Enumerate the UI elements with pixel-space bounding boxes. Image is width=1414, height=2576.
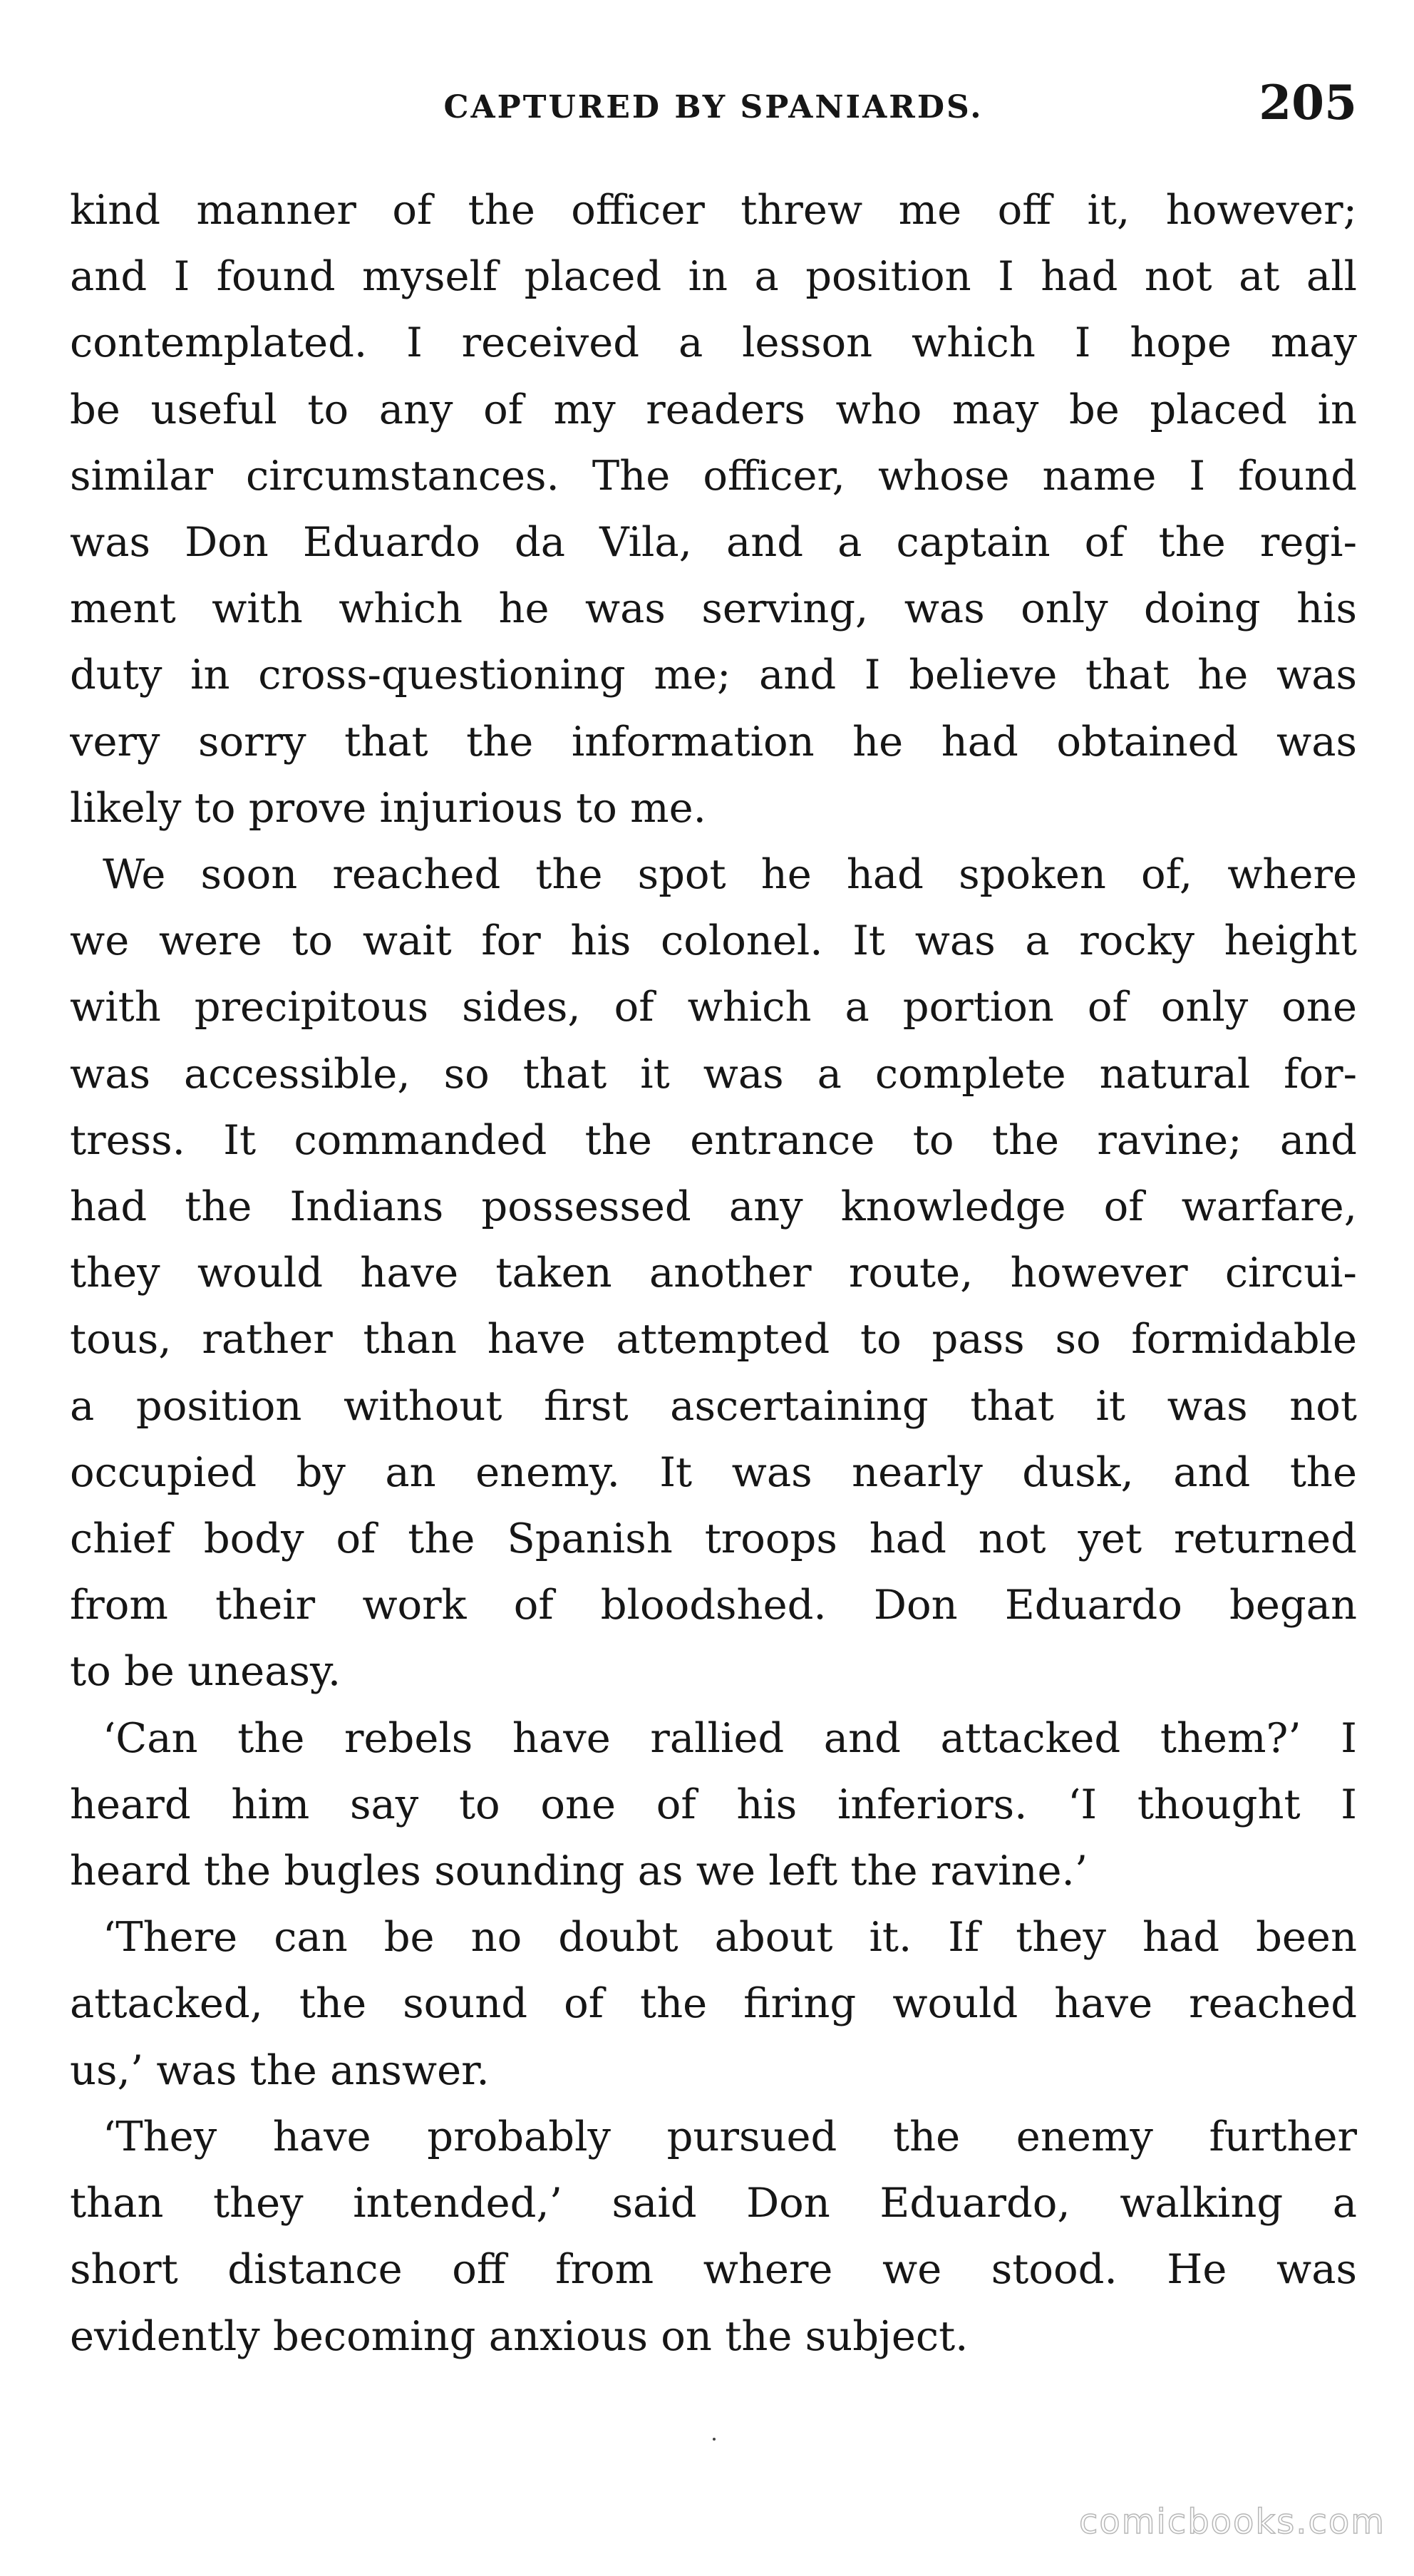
watermark-logo: comicbooks.com [1078,2502,1385,2542]
text-line: tress. It commanded the entrance to the ravine; and [70,1116,1357,1164]
text-line: kind manner of the officer threw me off it, however; [70,186,1357,234]
text-line: short distance off from where we stood. He was [70,2245,1357,2294]
running-head [70,71,1357,150]
text-line: to be uneasy. [70,1647,341,1696]
paragraph [70,1904,1357,2103]
text-line: chief body of the Spanish troops had not yet returned [70,1515,1357,1563]
text-line: evidently becoming anxious on the subject. [70,2312,969,2360]
text-line: than they intended,’ said Don Eduardo, walking a [70,2179,1357,2227]
paragraph [70,1705,1357,1905]
paragraph [70,177,1357,841]
text-line: ‘Can the rebels have rallied and attacked them?’ I [103,1714,1357,1762]
paragraph [70,841,1357,1705]
text-line: ‘There can be no doubt about it. If they had been [103,1913,1357,1962]
text-line: be useful to any of my readers who may be placed in [70,385,1357,433]
text-line: and I found myself placed in a position I had not at all [70,252,1357,301]
text-line: ‘They have probably pursued the enemy further [103,2112,1357,2160]
running-title: CAPTURED BY SPANIARDS. [443,89,984,125]
text-line: attacked, the sound of the firing would have reached [70,1979,1357,2028]
text-line: likely to prove injurious to me. [70,783,706,832]
text-line: us,’ was the answer. [70,2046,490,2094]
text-line: we were to wait for his colonel. It was a rocky height [70,917,1357,965]
text-line: a position without first ascertaining that it was not [70,1381,1357,1430]
text-line: tous, rather than have attempted to pass so formidable [70,1315,1357,1364]
page-number: 205 [1259,75,1357,130]
text-line: they would have taken another route, however circui- [70,1249,1357,1297]
text-line: duty in cross-questioning me; and I believe that he was [70,651,1357,699]
text-line: with precipitous sides, of which a portion of only one [70,983,1357,1031]
text-line: occupied by an enemy. It was nearly dusk, and the [70,1448,1357,1496]
text-line: contemplated. I received a lesson which I hope may [70,319,1357,367]
text-line: very sorry that the information he had obtained was [70,717,1357,766]
text-line: was accessible, so that it was a complete natural for- [70,1049,1357,1098]
text-line: heard him say to one of his inferiors. ‘I thought I [70,1780,1357,1828]
text-line: from their work of bloodshed. Don Eduardo began [70,1581,1357,1629]
decorative-dot [713,2438,716,2441]
text-line: was Don Eduardo da Vila, and a captain of the regi- [70,518,1357,567]
text-line: heard the bugles sounding as we left the ravine.’ [70,1847,1088,1895]
text-line: ment with which he was serving, was only doing his [70,584,1357,633]
text-line: similar circumstances. The officer, whose name I found [70,451,1357,500]
text-line: had the Indians possessed any knowledge of warfare, [70,1183,1357,1231]
text-line: We soon reached the spot he had spoken of, where [103,850,1357,899]
paragraph [70,2103,1357,2369]
body-text [70,177,1357,2369]
